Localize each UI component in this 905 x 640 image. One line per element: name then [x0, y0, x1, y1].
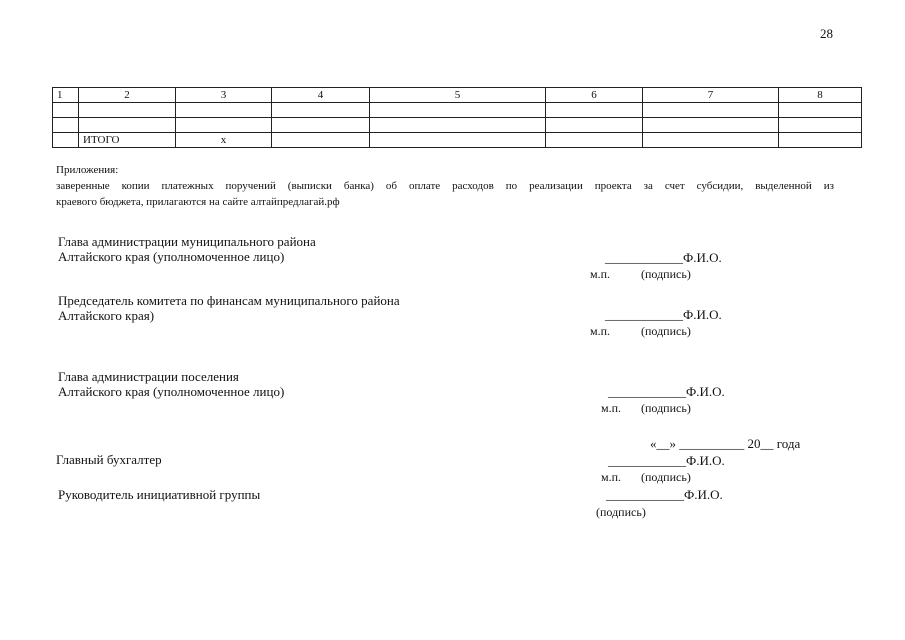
- signatory-2-title: [58, 293, 400, 323]
- table-header-cell: 5: [370, 88, 546, 103]
- table-cell: [176, 118, 272, 133]
- signatory-1-line1: Глава администрации муниципального района: [58, 234, 316, 249]
- signatory-3-sign: (подпись): [641, 401, 691, 415]
- table-cell: [546, 133, 643, 148]
- table-cell: [370, 118, 546, 133]
- table-header-cell: 6: [546, 88, 643, 103]
- signatory-1-fio: ____________Ф.И.О.: [605, 250, 722, 265]
- table-cell: [53, 103, 79, 118]
- table-cell: [272, 133, 370, 148]
- table-cell: [546, 118, 643, 133]
- table-cell: [53, 133, 79, 148]
- table-cell: [176, 103, 272, 118]
- signatory-3-line2: Алтайского края (уполномоченное лицо): [58, 384, 285, 399]
- table-row: [53, 118, 862, 133]
- signatory-1-line2: Алтайского края (уполномоченное лицо): [58, 249, 285, 264]
- signatory-5-sign: (подпись): [596, 505, 646, 519]
- signatory-2-sign: (подпись): [641, 324, 691, 338]
- signatory-1-sign: (подпись): [641, 267, 691, 281]
- table-cell: [370, 103, 546, 118]
- table-header-cell: 2: [79, 88, 176, 103]
- table-cell: [643, 133, 779, 148]
- table-cell: [79, 118, 176, 133]
- signatory-5-title: Руководитель инициативной группы: [58, 487, 261, 502]
- table-cell: [546, 103, 643, 118]
- signatory-4-stamp: м.п.: [601, 470, 622, 484]
- signatory-2-line2: Алтайского края): [58, 308, 155, 323]
- table-header-cell: 3: [176, 88, 272, 103]
- appendix-title: Приложения:: [56, 164, 119, 176]
- date-line: «__» __________ 20__ года: [650, 436, 801, 451]
- signatory-4-fio: ____________Ф.И.О.: [608, 453, 725, 468]
- signatory-3-stamp: м.п.: [601, 401, 622, 415]
- table-cell: [53, 118, 79, 133]
- signatory-2-line1: Председатель комитета по финансам муниципального района: [58, 293, 400, 308]
- table-cell: [79, 103, 176, 118]
- report-table: [52, 87, 862, 148]
- total-label: ИТОГО: [79, 133, 176, 148]
- table-cell: [643, 103, 779, 118]
- table-total-row: [53, 133, 862, 148]
- appendix-text-line1: заверенные копии платежных поручений (выписки банка) об оплате расходов по реализации проекта за счет субсидии, выделенной из: [56, 180, 834, 192]
- table-cell: [370, 133, 546, 148]
- table-cell: [779, 118, 862, 133]
- table-header-row: [53, 88, 862, 103]
- table-row: [53, 103, 862, 118]
- table-cell: [272, 103, 370, 118]
- table-header-cell: 4: [272, 88, 370, 103]
- page-number: 28: [820, 26, 833, 41]
- signatory-1-title: [58, 234, 316, 264]
- signatory-3-fio: ____________Ф.И.О.: [608, 384, 725, 399]
- table-cell: [779, 103, 862, 118]
- signatory-3-line1: Глава администрации поселения: [58, 369, 239, 384]
- appendix-block: [56, 162, 834, 210]
- appendix-text-line2: краевого бюджета, прилагаются на сайте алтайпредлагай.рф: [56, 196, 340, 208]
- signatory-4-sign: (подпись): [641, 470, 691, 484]
- table-cell: [643, 118, 779, 133]
- signatory-4-title: Главный бухгалтер: [56, 452, 162, 467]
- signatory-2-fio: ____________Ф.И.О.: [605, 307, 722, 322]
- table-header-cell: 7: [643, 88, 779, 103]
- signatory-2-stamp: м.п.: [590, 324, 611, 338]
- signatory-1-stamp: м.п.: [590, 267, 611, 281]
- table-cell: [779, 133, 862, 148]
- table-header-cell: 1: [53, 88, 79, 103]
- table-cell: [272, 118, 370, 133]
- signatory-5-fio: ____________Ф.И.О.: [606, 487, 723, 502]
- signatory-3-title: [58, 369, 284, 399]
- table-header-cell: 8: [779, 88, 862, 103]
- total-x: х: [176, 133, 272, 148]
